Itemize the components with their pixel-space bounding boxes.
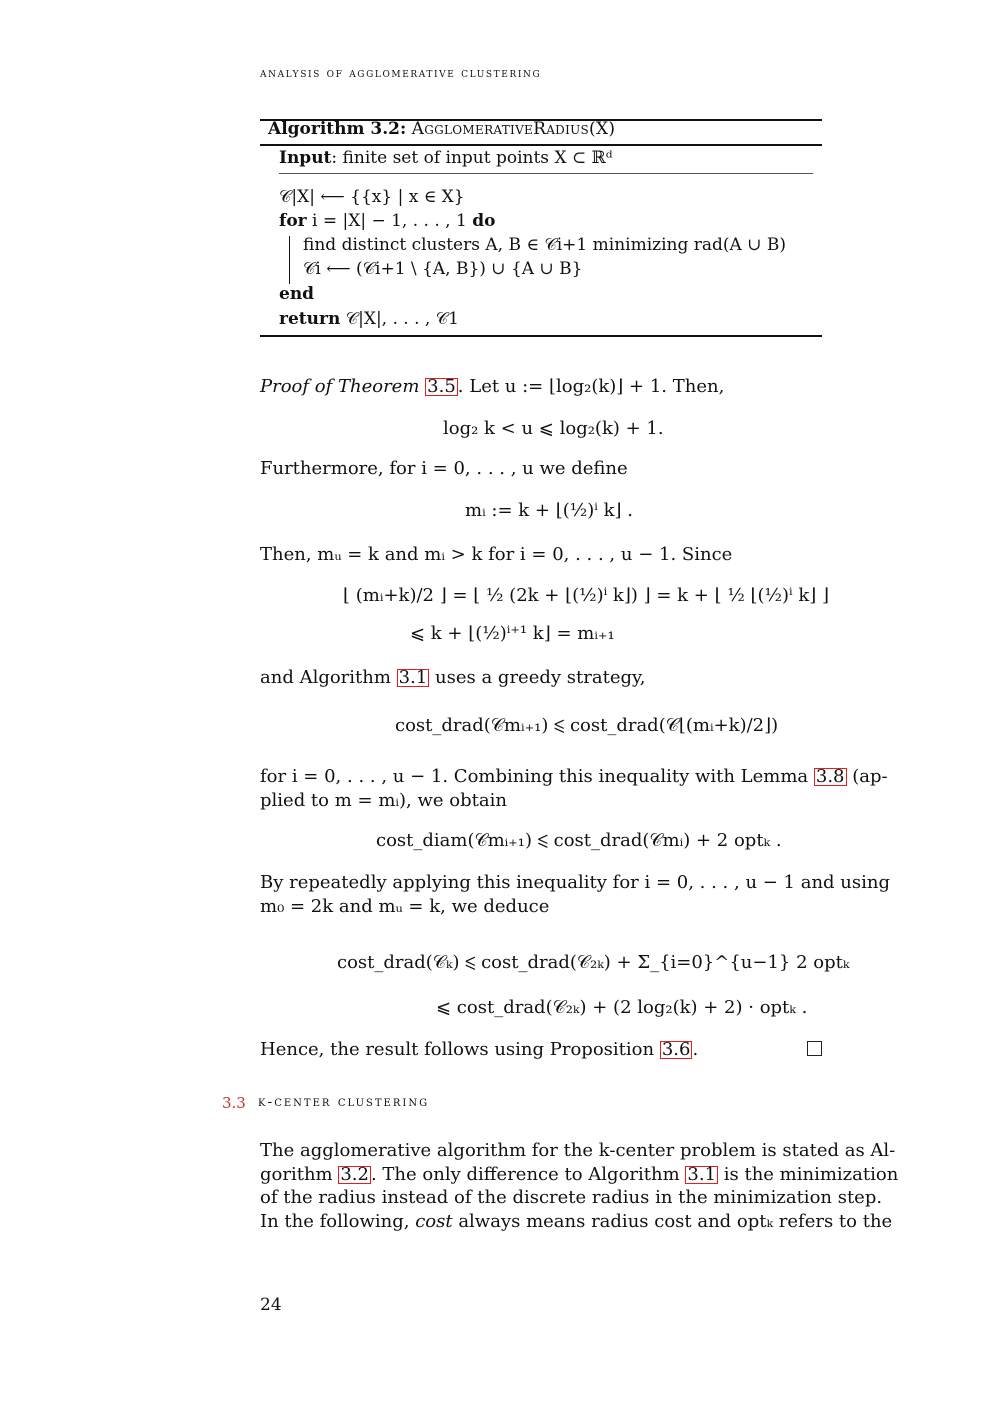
algorithm-3-1-link[interactable]: 3.1 (398, 667, 428, 688)
equation-floor-chain-2: ⩽ k + ⌊(½)ⁱ⁺¹ k⌋ = mᵢ₊₁ (410, 623, 615, 644)
algorithm-input-line (279, 148, 613, 168)
algorithm-line-init: 𝒞|X| ⟵ {{x} | x ∈ X} (279, 187, 465, 207)
section-para-line-2-c: is the minimization (718, 1164, 899, 1185)
algorithm-line-for (279, 211, 495, 231)
algorithm-name: AgglomerativeRadius(X) (411, 119, 616, 139)
algorithm-title-rule (260, 144, 822, 146)
section-para-line-4-b: always means radius cost and optₖ refers to the (452, 1211, 893, 1232)
section-para-line-2-b: . The only difference to Algorithm (370, 1164, 686, 1185)
do-keyword: do (472, 211, 496, 231)
algorithm-line-merge: 𝒞i ⟵ (𝒞i+1 \ {A, B}) ∪ {A ∪ B} (303, 259, 583, 279)
furthermore-line: Furthermore, for i = 0, . . . , u we define (260, 458, 628, 479)
equation-sum-bound: cost_drad(𝒞ₖ) ⩽ cost_drad(𝒞₂ₖ) + Σ_{i=0}^{u−1} 2 optₖ (337, 952, 850, 973)
section-title: k-center clustering (258, 1094, 430, 1110)
algorithm-3-1-link-2[interactable]: 3.1 (687, 1164, 717, 1185)
input-keyword: Input (279, 148, 332, 168)
proposition-3-6-link[interactable]: 3.6 (661, 1039, 691, 1060)
for-keyword: for (279, 211, 307, 231)
section-para-line-1: The agglomerative algorithm for the k-center problem is stated as Al- (260, 1140, 896, 1161)
loop-body-bar (289, 236, 290, 284)
return-values: 𝒞|X|, . . . , 𝒞1 (340, 309, 459, 329)
return-keyword: return (279, 309, 341, 329)
equation-diam-bound: cost_diam(𝒞mᵢ₊₁) ⩽ cost_drad(𝒞mᵢ) + 2 optₖ . (376, 830, 782, 851)
qed-box-icon (807, 1041, 822, 1056)
greedy-line-post: uses a greedy strategy, (429, 667, 646, 688)
page-number: 24 (260, 1295, 282, 1315)
end-keyword: end (279, 284, 315, 304)
combining-line-post: (ap- (846, 766, 888, 787)
lemma-3-8-link[interactable]: 3.8 (815, 766, 845, 787)
section-para-line-2 (260, 1164, 898, 1185)
repeated-line-1: By repeatedly applying this inequality for i = 0, . . . , u − 1 and using (260, 872, 890, 893)
repeated-line-2: m₀ = 2k and mᵤ = k, we deduce (260, 896, 550, 917)
equation-floor-chain-1: ⌊ (mᵢ+k)/2 ⌋ = ⌊ ½ (2k + ⌊(½)ⁱ k⌋) ⌋ = k + ⌊ ½ ⌊(½)ⁱ k⌋ ⌋ (343, 585, 830, 606)
running-head: analysis of agglomerative clustering (260, 66, 542, 81)
proof-intro-line (260, 376, 724, 397)
proof-intro-text: . Let u := ⌊log₂(k)⌋ + 1. Then, (457, 376, 725, 397)
hence-line-pre: Hence, the result follows using Proposition (260, 1039, 660, 1060)
algorithm-bottom-rule (260, 335, 822, 337)
hence-line (260, 1039, 698, 1060)
equation-final-bound: ⩽ cost_drad(𝒞₂ₖ) + (2 log₂(k) + 2) · optₖ . (436, 997, 808, 1018)
section-para-line-2-a: gorithm (260, 1164, 339, 1185)
proof-of-theorem: Proof of Theorem (260, 376, 420, 397)
greedy-line-pre: and Algorithm (260, 667, 397, 688)
section-number: 3.3 (222, 1094, 246, 1112)
section-para-line-4 (260, 1211, 892, 1232)
algorithm-label: Algorithm 3.2: (268, 119, 407, 139)
theorem-3-5-link[interactable]: 3.5 (427, 376, 456, 397)
cost-emphasis: cost (415, 1211, 453, 1232)
hence-line-post: . (692, 1039, 699, 1060)
section-para-line-4-a: In the following, (260, 1211, 416, 1232)
algorithm-line-return (279, 309, 459, 329)
combining-line-pre: for i = 0, . . . , u − 1. Combining this inequality with Lemma (260, 766, 814, 787)
equation-log-bounds: log₂ k < u ⩽ log₂(k) + 1. (443, 418, 664, 439)
for-range: i = |X| − 1, . . . , 1 (306, 211, 473, 231)
algorithm-title (268, 119, 615, 139)
input-description: : finite set of input points X ⊂ ℝᵈ (331, 148, 613, 168)
greedy-line (260, 667, 646, 688)
algorithm-3-2-link[interactable]: 3.2 (340, 1164, 369, 1185)
applied-line: plied to m = mᵢ), we obtain (260, 790, 507, 811)
equation-greedy-cost: cost_drad(𝒞mᵢ₊₁) ⩽ cost_drad(𝒞⌊(mᵢ+k)/2⌋) (395, 715, 779, 736)
section-para-line-3: of the radius instead of the discrete radius in the minimization step. (260, 1187, 883, 1208)
input-separator-rule (279, 173, 813, 174)
algorithm-line-find: find distinct clusters A, B ∈ 𝒞i+1 minimizing rad(A ∪ B) (303, 235, 786, 255)
combining-line (260, 766, 888, 787)
algorithm-line-end (279, 284, 314, 304)
equation-m-def: mᵢ := k + ⌊(½)ⁱ k⌋ . (465, 500, 633, 521)
then-line: Then, mᵤ = k and mᵢ > k for i = 0, . . . , u − 1. Since (260, 544, 733, 565)
